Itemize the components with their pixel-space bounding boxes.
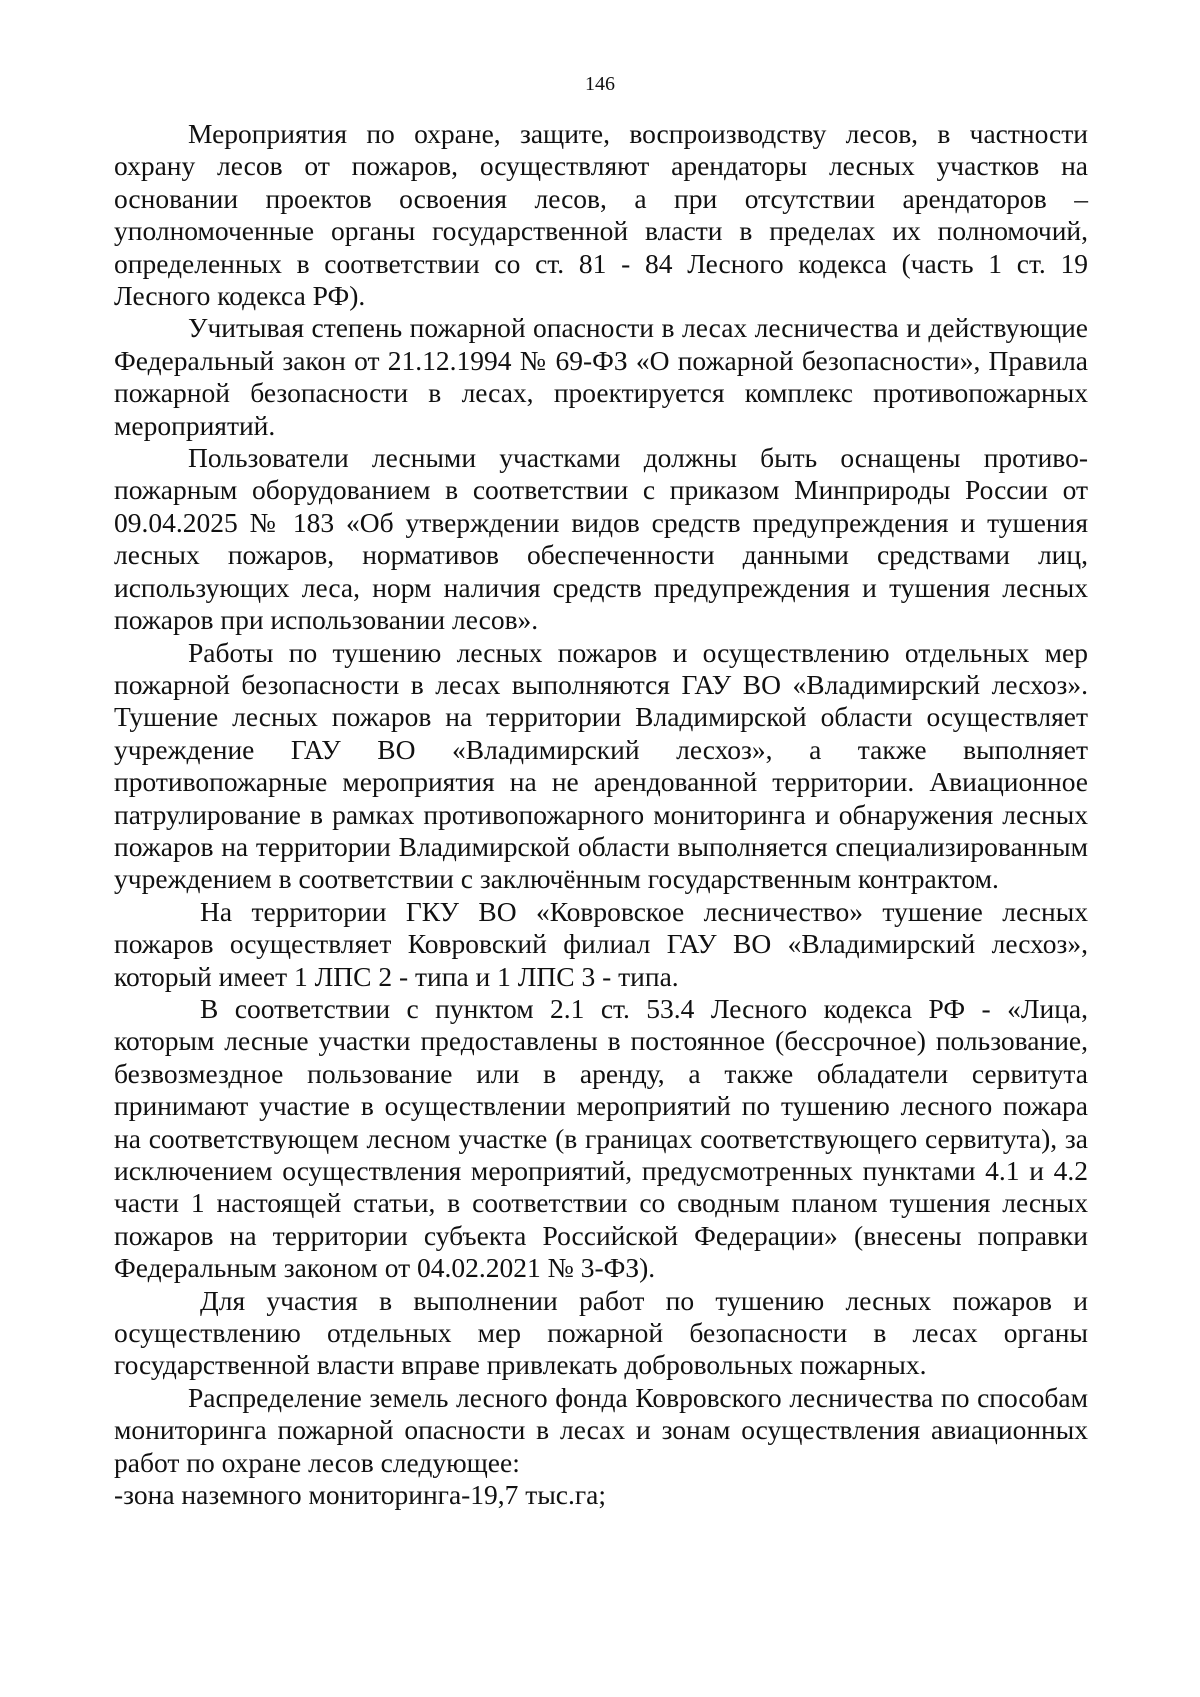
paragraph-forest-protection: Мероприятия по охране, защите, воспроизводству лесов, в частности охрану лесов от пожаров, осуществляют арендаторы лесных участков на основании проектов освоения лесов, а при отсутствии арендаторов – уполномоченные органы государственной власти в пределах их полномочий, определенных в соответствии со ст. 81 - 84 Лесного кодекса (часть 1 ст. 19 Лесного кодекса РФ). [114,118,1088,312]
paragraph-volunteers: Для участия в выполнении работ по тушению лесных пожаров и осуществлению отдельных мер пожарной безопасности в лесах органы государственной власти вправе привлекать добровольных пожарных. [114,1284,1088,1381]
paragraph-equipment: Пользователи лесными участками должны быть оснащены противо-пожарным оборудованием в соответствии с приказом Минприроды России от 09.04.2025 № 183 «Об утверждении видов средств предупреждения и тушения лесных пожаров, нормативов обеспеченности данными средствами лиц, использующих леса, норм наличия средств предупреждения и тушения лесных пожаров при использовании лесов». [114,442,1088,636]
paragraph-land-distribution: Распределение земель лесного фонда Ковровского лесничества по способам мониторинга пожарной опасности в лесах и зонам осуществления авиационных работ по охране лесов следующее: [114,1381,1088,1478]
paragraph-firefighting-works: Работы по тушению лесных пожаров и осуществлению отдельных мер пожарной безопасности в лесах выполняются ГАУ ВО «Владимирский лесхоз». Тушение лесных пожаров на территории Владимирской области осуществляет учреждение ГАУ ВО «Владимирский лесхоз», а также выполняет противопожарные мероприятия на не арендованной территории. Авиационное патрулирование в рамках противопожарного мониторинга и обнаружения лесных пожаров на территории Владимирской области выполняется специализированным учреждением в соответствии с заключённым государственным контрактом. [114,636,1088,895]
paragraph-fire-danger: Учитывая степень пожарной опасности в лесах лесничества и действующие Федеральный закон от 21.12.1994 № 69-ФЗ «О пожарной безопасности», Правила пожарной безопасности в лесах, проектируется комплекс противопожарных мероприятий. [114,312,1088,441]
page-number: 146 [585,73,615,95]
list-item: -зона наземного мониторинга-19,7 тыс.га; [114,1479,607,1511]
document-body [114,118,1088,1511]
paragraph-kovrov-territory: На территории ГКУ ВО «Ковровское лесничество» тушение лесных пожаров осуществляет Ковровский филиал ГАУ ВО «Владимирский лесхоз», который имеет 1 ЛПС 2 - типа и 1 ЛПС 3 - типа. [114,895,1088,992]
paragraph-forest-code: В соответствии с пунктом 2.1 ст. 53.4 Лесного кодекса РФ - «Лица, которым лесные участки предоставлены в постоянное (бессрочное) пользование, безвозмездное пользование или в аренду, а также обладатели сервитута принимают участие в осуществлении мероприятий по тушению лесного пожара на соответствующем лесном участке (в границах соответствующего сервитута), за исключением осуществления мероприятий, предусмотренных пунктами 4.1 и 4.2 части 1 настоящей статьи, в соответствии со сводным планом тушения лесных пожаров на территории субъекта Российской Федерации» (внесены поправки Федеральным законом от 04.02.2021 № 3-ФЗ). [114,992,1088,1284]
